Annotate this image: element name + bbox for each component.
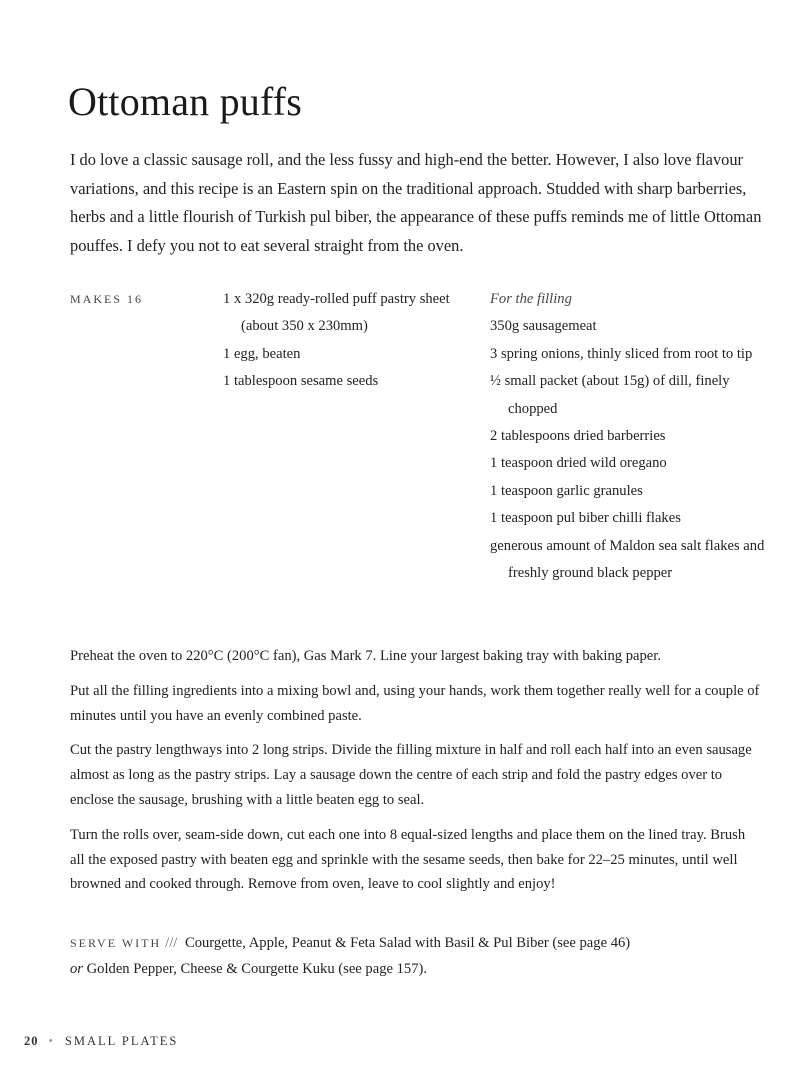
ingredient-item: generous amount of Maldon sea salt flakes and freshly ground black pepper [490,537,765,582]
serve-with-connector: or [70,961,83,977]
page-number: 20 [24,1034,39,1048]
bullet-separator: • [48,1034,55,1048]
ingredient-item: ½ small packet (about 15g) of dill, finely chopped [490,373,730,417]
ingredient-item: 2 tablespoons dried barberries [490,428,666,445]
method-step: Turn the rolls over, seam-side down, cut each one into 8 equal-sized lengths and place them on the lined tray. Brush all the exposed pastry with beaten egg and sprinkle with the sesame seeds, then bake for 22–25 minutes, until well browned and cooked through. Remove from oven, leave to cool slightly and enjoy! [70,826,746,893]
serve-with-label: SERVE WITH [70,936,162,950]
ingredient-item: 1 teaspoon pul biber chilli flakes [490,510,681,527]
method-step: Put all the filling ingredients into a mixing bowl and, using your hands, work them together really well for a couple of minutes until you have an evenly combined paste. [70,682,760,724]
filling-heading: For the filling [490,291,572,307]
filling-ingredients-list [490,286,770,587]
section-name: SMALL PLATES [64,1034,179,1048]
ingredient-item: 1 x 320g ready-rolled puff pastry sheet (about 350 x 230mm) [223,291,450,335]
ingredient-item: 1 tablespoon sesame seeds [223,373,379,390]
main-ingredients-list [223,286,473,396]
ingredient-item: 3 spring onions, thinly sliced from root to tip [490,345,753,362]
ingredient-item: 1 egg, beaten [223,345,301,362]
ingredient-item: 1 teaspoon dried wild oregano [490,455,667,472]
method-step: Preheat the oven to 220°C (200°C fan), Gas Mark 7. Line your largest baking tray with baking paper. [70,648,661,664]
page-footer [24,1034,178,1049]
serve-with-suggestion: Golden Pepper, Cheese & Courgette Kuku (see page 157). [86,961,428,977]
serve-with [70,930,770,982]
serve-with-suggestion: Courgette, Apple, Peanut & Feta Salad with Basil & Pul Biber (see page 46) [184,935,631,951]
makes-yield: MAKES 16 [70,292,144,306]
ingredient-item: 1 teaspoon garlic granules [490,482,643,499]
recipe-title: Ottoman puffs [68,79,303,124]
serve-with-separator: /// [165,935,178,951]
ingredient-item: 350g sausagemeat [490,318,597,335]
recipe-intro: I do love a classic sausage roll, and the less fussy and high-end the better. However, I also love flavour variations, and this recipe is an Eastern spin on the traditional approach. Studded with sharp barberries, herbs and a little flourish of Turkish pul biber, the appearance of these puffs reminds me of little Ottoman pouffes. I defy you not to eat several straight from the oven. [70,150,762,255]
method-step: Cut the pastry lengthways into 2 long strips. Divide the filling mixture in half and roll each half into an even sausage almost as long as the pastry strips. Lay a sausage down the centre of each strip and fold the pastry edges over to enclose the sausage, brushing with a little beaten egg to seal. [70,742,752,808]
method-steps [70,644,760,907]
